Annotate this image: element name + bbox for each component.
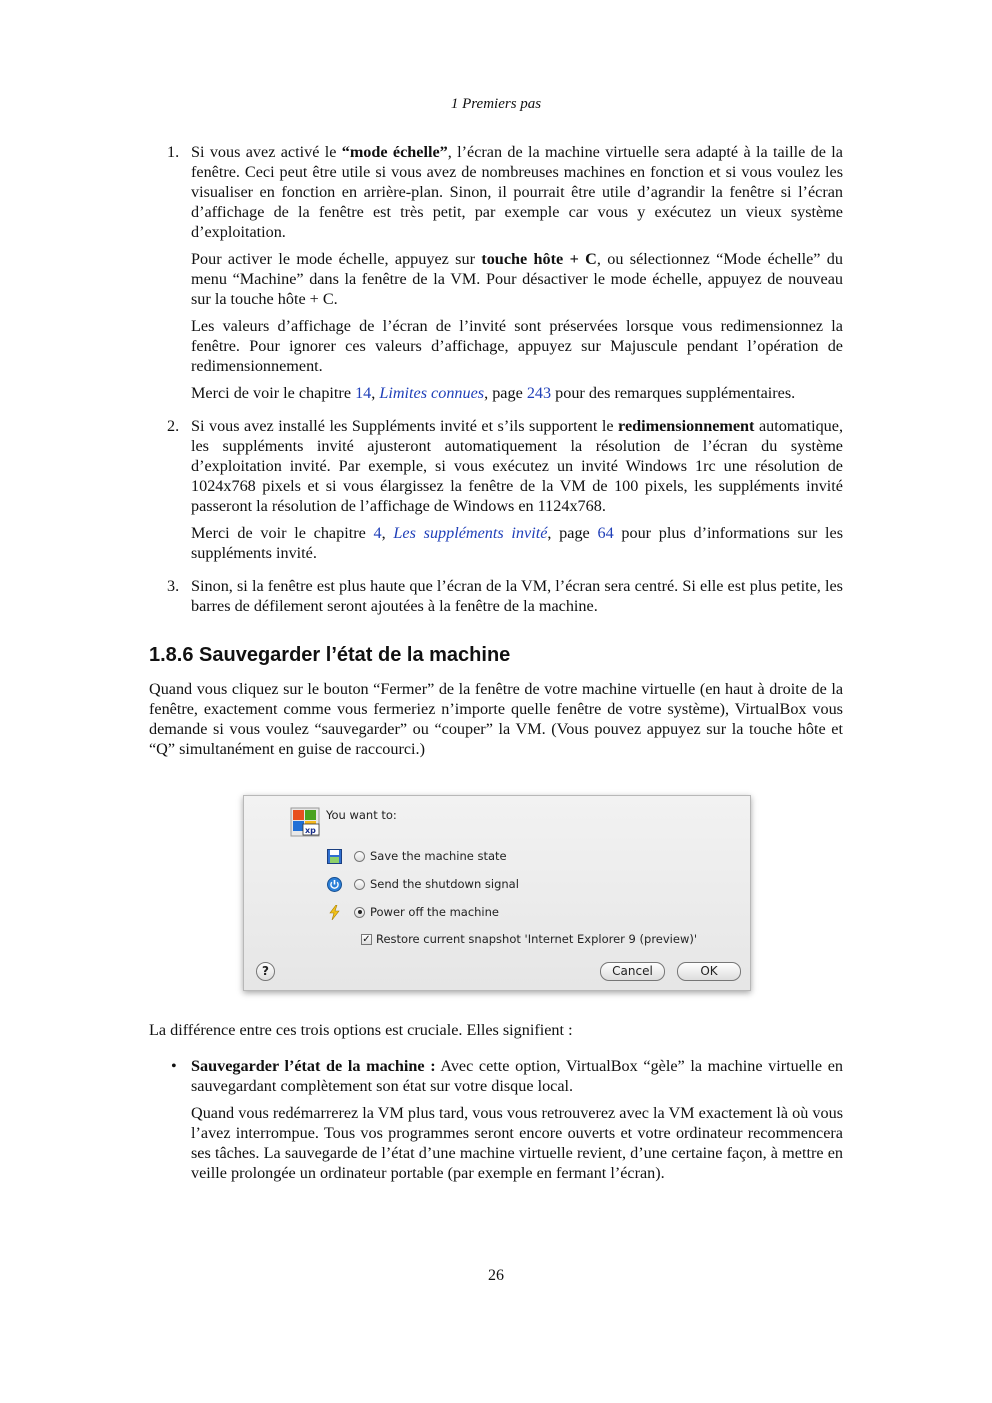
text: Merci de voir le chapitre — [191, 524, 374, 542]
paragraph — [191, 416, 843, 516]
bullet-title: Sauvegarder l’état de la machine : — [191, 1057, 436, 1075]
list-item-2 — [149, 416, 843, 563]
paragraph: Quand vous redémarrerez la VM plus tard, vous vous retrouverez avec la VM exactement là où vous l’avez interrompue. Tous vos programmes seront encore ouverts et votre ordinateur recommencera ses tâches. La sauvegarde de l’état d’une machine virtuelle revient, d’une certaine façon, à mettre en veille prolongée un ordinateur portable (par exemple en fermant l’écran). — [191, 1104, 843, 1182]
save-state-icon — [326, 848, 342, 864]
list-item-3 — [149, 576, 843, 616]
after-dialog-content — [149, 1020, 843, 1190]
paragraph — [191, 249, 843, 309]
paragraph — [191, 383, 843, 403]
restore-snapshot-checkbox[interactable]: ✓ — [362, 933, 371, 945]
paragraph — [191, 142, 843, 242]
paragraph — [191, 523, 843, 563]
text: pour des remarques supplémentaires. — [551, 384, 796, 402]
radio-save-state[interactable] — [354, 851, 365, 862]
section-intro: Quand vous cliquez sur le bouton “Fermer” de la fenêtre de votre machine virtuelle (en haut à droite de la fenêtre, exactement comme vous fermeriez n’importe quelle fenêtre de votre système), VirtualBox vous demande si vous voulez “sauvegarder” ou “couper” la VM. (Vous pouvez appuyez sur la touche hôte et “Q” simultanément en guise de raccourci.) — [149, 680, 843, 758]
page-link[interactable]: 243 — [526, 384, 552, 402]
help-button[interactable]: ? — [256, 962, 275, 981]
power-button-icon — [326, 876, 342, 892]
bullet-dot: • — [171, 1057, 177, 1075]
running-head: 1 Premiers pas — [450, 96, 542, 112]
option-label: Save the machine state — [370, 849, 507, 863]
paragraph: La différence entre ces trois options est cruciale. Elles signifient : — [149, 1021, 573, 1039]
windows-xp-icon — [290, 807, 320, 837]
text: , ou sélectionnez “Mode échelle” du menu “Machine” dans la fenêtre de la VM. Pour désactiver le mode échelle, appuyez de nouveau sur la touche hôte + C. — [191, 250, 843, 308]
bullet-item — [149, 1056, 843, 1183]
chapter-title-link[interactable]: Limites connues — [379, 384, 485, 402]
page-number: 26 — [488, 1267, 504, 1284]
option-save-state[interactable] — [326, 847, 507, 865]
restore-snapshot-option[interactable] — [361, 932, 697, 946]
text: , l’écran de la machine virtuelle sera adapté à la taille de la fenêtre. Ceci peut être utile si vous avez de nombreuses machines en fonction et si vous voulez les visualiser en fonction en arrière-plan. Sinon, il pourrait être utile d’agrandir la fenêtre si l’écran d’affichage de la fenêtre est très petit, par exemple car vous y exécutez un vieux système d’exploitation. — [191, 143, 843, 241]
paragraph: Les valeurs d’affichage de l’écran de l’invité sont préservées lorsque vous redimensionnez la fenêtre. Pour ignorer ces valeurs d’affichage, appuyez sur Majuscule pendant l’opération de redimensionnement. — [191, 317, 843, 375]
text: Avec cette option, VirtualBox “gèle” la machine virtuelle en sauvegardant complètement son état sur votre disque local. — [191, 1057, 843, 1095]
text: Pour activer le mode échelle, appuyez sur — [191, 250, 482, 268]
list-number: 2. — [167, 417, 180, 435]
list-number: 1. — [167, 143, 180, 161]
text: Si vous avez installé les Suppléments invité et s’ils supportent le — [191, 417, 619, 435]
text: , — [381, 524, 394, 542]
option-label: Send the shutdown signal — [370, 877, 519, 891]
main-content — [149, 142, 843, 759]
text: , page — [484, 384, 527, 402]
text: automatique, les suppléments invité ajusteront automatiquement la résolution de l’écran du système d’exploitation invité. Par exemple, si vous exécutez un invité Windows 1rc une résolution de 1024x768 pixels et si vous élargissez la fenêtre de la VM de 100 pixels, les suppléments invité passeront la résolution de l’affichage de Windows en 1124x768. — [191, 417, 844, 515]
text: , page — [547, 524, 598, 542]
svg-text:xp: xp — [305, 826, 316, 835]
bold-term: redimensionnement — [618, 417, 755, 435]
text: , — [371, 384, 380, 402]
option-shutdown-signal[interactable] — [326, 875, 519, 893]
list-item-1 — [149, 142, 843, 403]
page-link[interactable]: 64 — [597, 524, 614, 542]
paragraph — [191, 1056, 843, 1096]
dialog-prompt: You want to: — [326, 808, 397, 822]
close-vm-dialog — [243, 795, 751, 991]
option-power-off[interactable] — [326, 903, 499, 921]
chapter-title-link[interactable]: Les suppléments invité — [393, 524, 548, 542]
option-label: Power off the machine — [370, 905, 499, 919]
text: pour plus d’informations sur les suppléments invité. — [191, 524, 843, 562]
radio-power-off[interactable] — [354, 907, 365, 918]
lightning-icon — [326, 904, 342, 920]
bold-term: touche hôte + C — [481, 250, 597, 268]
section-heading: 1.8.6 Sauvegarder l’état de la machine — [149, 644, 511, 666]
chapter-link[interactable]: 14 — [355, 384, 372, 402]
text: Si vous avez activé le — [191, 143, 342, 161]
ok-button[interactable]: OK — [677, 962, 741, 981]
list-number: 3. — [167, 577, 180, 595]
cancel-button[interactable]: Cancel — [600, 962, 665, 981]
bold-term: “mode échelle” — [341, 143, 448, 161]
radio-shutdown-signal[interactable] — [354, 879, 365, 890]
paragraph: Sinon, si la fenêtre est plus haute que l’écran de la VM, l’écran sera centré. Si elle est plus petite, les barres de défilement seront ajoutées à la fenêtre de la machine. — [191, 577, 843, 615]
chapter-link[interactable]: 4 — [373, 524, 382, 542]
restore-snapshot-label: Restore current snapshot 'Internet Explorer 9 (preview)' — [376, 932, 697, 946]
text: Merci de voir le chapitre — [191, 384, 356, 402]
